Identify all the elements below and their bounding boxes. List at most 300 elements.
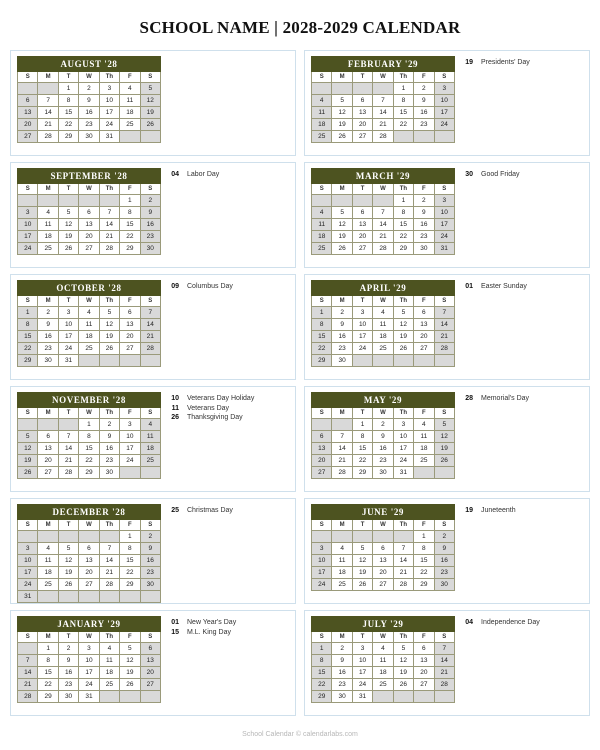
day-cell: 19: [352, 567, 372, 579]
day-cell: 27: [79, 243, 99, 255]
day-cell: 24: [120, 455, 140, 467]
day-cell: 4: [312, 207, 332, 219]
day-cell: 10: [99, 95, 119, 107]
day-cell: 1: [393, 83, 413, 95]
day-cell: 14: [373, 219, 393, 231]
day-cell: 18: [120, 107, 140, 119]
day-cell: 1: [120, 195, 140, 207]
day-cell: 17: [352, 667, 372, 679]
day-cell-empty: [312, 195, 332, 207]
dow-header: Th: [393, 184, 413, 195]
dow-header: W: [79, 632, 99, 643]
day-cell: 12: [99, 319, 119, 331]
day-cell: 17: [99, 107, 119, 119]
day-cell: 17: [434, 107, 454, 119]
event-date: 01: [171, 619, 179, 626]
dow-header: Th: [99, 184, 119, 195]
day-cell: 4: [312, 95, 332, 107]
day-cell: 21: [58, 455, 78, 467]
day-cell: 4: [79, 307, 99, 319]
event-label: Juneteenth: [481, 507, 516, 514]
event-label: Columbus Day: [187, 283, 233, 290]
day-cell: 27: [352, 243, 372, 255]
day-cell: 9: [434, 543, 454, 555]
day-cell: 29: [58, 131, 78, 143]
day-cell: 6: [140, 643, 160, 655]
day-cell: 16: [434, 555, 454, 567]
event-date: 11: [171, 404, 179, 412]
day-cell: 3: [352, 307, 372, 319]
day-cell-empty: [434, 691, 454, 703]
month-calendar: [17, 280, 161, 367]
day-cell: 2: [373, 419, 393, 431]
day-cell: 17: [393, 443, 413, 455]
day-cell: 3: [434, 83, 454, 95]
day-cell: 13: [38, 443, 58, 455]
day-cell-empty: [312, 83, 332, 95]
event-list: [455, 504, 583, 516]
day-cell-empty: [434, 131, 454, 143]
day-cell-empty: [79, 355, 99, 367]
day-cell: 26: [332, 131, 352, 143]
day-cell: 6: [312, 431, 332, 443]
event-item: [465, 282, 583, 292]
day-cell-empty: [79, 195, 99, 207]
day-cell: 2: [332, 307, 352, 319]
month-calendar: [311, 504, 455, 591]
dow-header: S: [312, 520, 332, 531]
day-cell: 24: [58, 343, 78, 355]
day-cell: 13: [414, 655, 434, 667]
day-cell: 9: [332, 655, 352, 667]
day-cell: 15: [58, 107, 78, 119]
month-cell: [10, 50, 296, 156]
event-label: Good Friday: [481, 171, 520, 178]
day-cell: 16: [414, 219, 434, 231]
day-cell: 9: [140, 543, 160, 555]
day-cell: 14: [434, 655, 454, 667]
day-cell: 19: [393, 667, 413, 679]
day-cell: 16: [58, 667, 78, 679]
day-cell: 30: [434, 579, 454, 591]
dow-header: W: [79, 184, 99, 195]
day-cell: 24: [352, 343, 372, 355]
day-cell: 25: [373, 679, 393, 691]
event-list: [161, 504, 289, 516]
day-cell: 20: [120, 331, 140, 343]
day-cell: 24: [352, 679, 372, 691]
dow-header: S: [140, 72, 160, 83]
day-cell: 13: [18, 107, 38, 119]
day-cell: 12: [58, 555, 78, 567]
day-cell: 21: [99, 231, 119, 243]
day-cell: 2: [99, 419, 119, 431]
dow-header: S: [312, 632, 332, 643]
day-cell-empty: [332, 531, 352, 543]
day-cell: 26: [18, 467, 38, 479]
day-cell: 4: [140, 419, 160, 431]
dow-header: S: [434, 184, 454, 195]
day-cell: 14: [38, 107, 58, 119]
day-cell: 28: [140, 343, 160, 355]
day-cell: 7: [373, 207, 393, 219]
day-cell: 8: [38, 655, 58, 667]
day-cell: 4: [38, 207, 58, 219]
dow-header: W: [79, 296, 99, 307]
day-cell: 9: [332, 319, 352, 331]
day-cell: 23: [99, 455, 119, 467]
day-cell: 1: [120, 531, 140, 543]
day-cell-empty: [373, 83, 393, 95]
month-cell: [304, 610, 590, 716]
day-cell: 13: [352, 107, 372, 119]
day-cell: 3: [352, 643, 372, 655]
day-cell: 12: [58, 219, 78, 231]
month-calendar: [311, 616, 455, 703]
event-item: [171, 394, 289, 404]
day-cell: 22: [352, 455, 372, 467]
day-cell-empty: [58, 195, 78, 207]
month-calendar: [17, 392, 161, 479]
day-cell: 12: [352, 555, 372, 567]
day-cell: 2: [434, 531, 454, 543]
day-cell: 30: [414, 243, 434, 255]
day-cell: 28: [58, 467, 78, 479]
event-item: [465, 58, 583, 68]
event-item: [465, 506, 583, 516]
day-cell-empty: [38, 419, 58, 431]
day-cell: 26: [434, 455, 454, 467]
day-cell: 18: [99, 667, 119, 679]
dow-header: Th: [99, 520, 119, 531]
day-cell: 19: [332, 231, 352, 243]
day-cell: 14: [58, 443, 78, 455]
dow-header: S: [140, 408, 160, 419]
dow-header: Th: [99, 632, 119, 643]
day-cell: 28: [99, 579, 119, 591]
day-cell: 4: [99, 643, 119, 655]
event-item: [171, 413, 289, 423]
day-cell: 28: [373, 131, 393, 143]
day-cell: 12: [393, 319, 413, 331]
day-cell-empty: [332, 195, 352, 207]
day-cell-empty: [79, 591, 99, 603]
day-cell-empty: [120, 591, 140, 603]
event-label: Veterans Day Holiday: [187, 395, 255, 402]
day-cell: 27: [414, 679, 434, 691]
day-cell: 10: [393, 431, 413, 443]
dow-header: W: [373, 520, 393, 531]
event-date: 04: [171, 171, 179, 178]
day-cell: 30: [38, 355, 58, 367]
dow-header: W: [373, 296, 393, 307]
day-cell: 1: [312, 643, 332, 655]
day-cell: 12: [18, 443, 38, 455]
dow-header: Th: [99, 72, 119, 83]
day-cell-empty: [140, 131, 160, 143]
month-name: OCTOBER '28: [18, 281, 161, 296]
day-cell-empty: [140, 355, 160, 367]
event-label: Veterans Day: [187, 404, 230, 412]
dow-header: Th: [99, 296, 119, 307]
dow-header: S: [18, 184, 38, 195]
event-label: New Year's Day: [187, 619, 237, 626]
day-cell: 1: [38, 643, 58, 655]
day-cell: 11: [414, 431, 434, 443]
day-cell: 18: [373, 667, 393, 679]
day-cell: 29: [120, 579, 140, 591]
dow-header: S: [140, 632, 160, 643]
day-cell: 23: [140, 231, 160, 243]
day-cell: 17: [312, 567, 332, 579]
day-cell: 30: [332, 691, 352, 703]
day-cell: 11: [99, 655, 119, 667]
day-cell: 6: [79, 543, 99, 555]
day-cell: 3: [18, 207, 38, 219]
day-cell: 22: [18, 343, 38, 355]
day-cell: 24: [18, 579, 38, 591]
day-cell: 20: [352, 119, 372, 131]
day-cell: 11: [38, 219, 58, 231]
day-cell: 3: [434, 195, 454, 207]
day-cell: 31: [79, 691, 99, 703]
day-cell: 9: [99, 431, 119, 443]
dow-header: T: [58, 520, 78, 531]
day-cell: 20: [373, 567, 393, 579]
day-cell: 22: [58, 119, 78, 131]
day-cell-empty: [38, 195, 58, 207]
day-cell: 18: [414, 443, 434, 455]
day-cell: 23: [332, 679, 352, 691]
event-label: M.L. King Day: [187, 628, 231, 636]
event-item: [171, 618, 289, 628]
day-cell: 15: [79, 443, 99, 455]
day-cell: 23: [58, 679, 78, 691]
event-list: [455, 168, 583, 180]
day-cell: 21: [38, 119, 58, 131]
day-cell: 22: [120, 567, 140, 579]
month-calendar: [17, 504, 161, 603]
day-cell-empty: [352, 355, 372, 367]
day-cell: 8: [393, 95, 413, 107]
dow-header: W: [79, 520, 99, 531]
day-cell: 5: [58, 207, 78, 219]
month-calendar: [311, 168, 455, 255]
event-date: 25: [171, 507, 179, 514]
day-cell: 3: [99, 83, 119, 95]
event-list: [161, 392, 289, 423]
event-label: Presidents' Day: [481, 59, 530, 66]
day-cell: 10: [352, 319, 372, 331]
day-cell: 8: [120, 543, 140, 555]
day-cell: 23: [38, 343, 58, 355]
day-cell: 31: [393, 467, 413, 479]
dow-header: F: [414, 632, 434, 643]
day-cell: 13: [79, 555, 99, 567]
day-cell: 6: [79, 207, 99, 219]
day-cell: 20: [414, 331, 434, 343]
event-label: Memorial's Day: [481, 395, 530, 402]
day-cell: 12: [332, 219, 352, 231]
day-cell: 27: [79, 579, 99, 591]
day-cell: 3: [58, 307, 78, 319]
day-cell: 3: [393, 419, 413, 431]
page-title: SCHOOL NAME | 2028-2029 CALENDAR: [139, 18, 461, 37]
dow-header: S: [434, 296, 454, 307]
day-cell: 12: [120, 655, 140, 667]
dow-header: M: [38, 632, 58, 643]
day-cell: 8: [312, 319, 332, 331]
day-cell: 24: [434, 119, 454, 131]
day-cell: 28: [434, 343, 454, 355]
event-date: 26: [171, 414, 179, 421]
day-cell: 29: [352, 467, 372, 479]
day-cell: 21: [140, 331, 160, 343]
event-date: 10: [171, 395, 179, 402]
day-cell-empty: [373, 355, 393, 367]
month-name: AUGUST '28: [18, 57, 161, 72]
day-cell: 10: [79, 655, 99, 667]
day-cell-empty: [312, 419, 332, 431]
day-cell: 25: [414, 455, 434, 467]
day-cell: 23: [414, 119, 434, 131]
day-cell: 4: [332, 543, 352, 555]
day-cell: 20: [79, 567, 99, 579]
day-cell-empty: [414, 691, 434, 703]
month-name: SEPTEMBER '28: [18, 169, 161, 184]
day-cell: 21: [393, 567, 413, 579]
day-cell: 30: [140, 579, 160, 591]
day-cell: 9: [38, 319, 58, 331]
day-cell: 25: [140, 455, 160, 467]
day-cell: 31: [18, 591, 38, 603]
month-name: MARCH '29: [312, 169, 455, 184]
day-cell-empty: [38, 531, 58, 543]
day-cell: 19: [140, 107, 160, 119]
day-cell: 16: [373, 443, 393, 455]
day-cell: 13: [352, 219, 372, 231]
event-item: [171, 282, 289, 292]
day-cell: 5: [140, 83, 160, 95]
day-cell: 3: [120, 419, 140, 431]
day-cell: 8: [79, 431, 99, 443]
day-cell: 16: [99, 443, 119, 455]
day-cell: 25: [79, 343, 99, 355]
day-cell: 16: [79, 107, 99, 119]
day-cell: 20: [352, 231, 372, 243]
day-cell: 12: [140, 95, 160, 107]
day-cell: 18: [38, 567, 58, 579]
day-cell: 10: [18, 555, 38, 567]
day-cell: 19: [393, 331, 413, 343]
day-cell: 25: [99, 679, 119, 691]
day-cell: 3: [18, 543, 38, 555]
month-name: NOVEMBER '28: [18, 393, 161, 408]
dow-header: S: [434, 520, 454, 531]
day-cell: 19: [434, 443, 454, 455]
day-cell: 16: [332, 331, 352, 343]
day-cell: 26: [393, 679, 413, 691]
day-cell-empty: [434, 355, 454, 367]
dow-header: Th: [393, 632, 413, 643]
day-cell: 29: [79, 467, 99, 479]
day-cell: 22: [312, 679, 332, 691]
day-cell: 7: [99, 543, 119, 555]
day-cell: 5: [99, 307, 119, 319]
day-cell: 5: [120, 643, 140, 655]
day-cell: 3: [79, 643, 99, 655]
month-name: DECEMBER '28: [18, 505, 161, 520]
day-cell: 5: [352, 543, 372, 555]
day-cell: 24: [434, 231, 454, 243]
day-cell: 2: [140, 531, 160, 543]
day-cell: 28: [18, 691, 38, 703]
event-list: [161, 616, 289, 637]
dow-header: T: [352, 72, 372, 83]
day-cell-empty: [99, 591, 119, 603]
event-label: Easter Sunday: [481, 283, 527, 290]
day-cell: 21: [332, 455, 352, 467]
day-cell: 9: [373, 431, 393, 443]
day-cell: 14: [18, 667, 38, 679]
day-cell: 13: [373, 555, 393, 567]
day-cell: 4: [38, 543, 58, 555]
event-date: 15: [171, 628, 179, 636]
day-cell: 6: [352, 207, 372, 219]
day-cell-empty: [414, 131, 434, 143]
day-cell: 15: [352, 443, 372, 455]
day-cell: 15: [393, 107, 413, 119]
day-cell-empty: [58, 591, 78, 603]
day-cell: 1: [58, 83, 78, 95]
dow-header: M: [332, 72, 352, 83]
day-cell: 1: [393, 195, 413, 207]
day-cell: 14: [332, 443, 352, 455]
day-cell: 7: [58, 431, 78, 443]
day-cell: 21: [99, 567, 119, 579]
dow-header: M: [38, 72, 58, 83]
day-cell: 29: [393, 243, 413, 255]
month-calendar: [17, 616, 161, 703]
event-item: [465, 394, 583, 404]
dow-header: S: [18, 520, 38, 531]
day-cell: 9: [140, 207, 160, 219]
day-cell: 15: [120, 219, 140, 231]
day-cell: 4: [373, 307, 393, 319]
day-cell: 15: [18, 331, 38, 343]
day-cell: 25: [312, 131, 332, 143]
day-cell: 5: [58, 543, 78, 555]
day-cell: 30: [373, 467, 393, 479]
day-cell: 22: [79, 455, 99, 467]
dow-header: S: [434, 408, 454, 419]
day-cell: 27: [140, 679, 160, 691]
dow-header: S: [140, 520, 160, 531]
day-cell: 15: [38, 667, 58, 679]
event-label: Thanksgiving Day: [187, 414, 243, 421]
day-cell: 2: [332, 643, 352, 655]
dow-header: M: [38, 408, 58, 419]
day-cell: 26: [352, 579, 372, 591]
day-cell: 25: [332, 579, 352, 591]
day-cell: 20: [414, 667, 434, 679]
day-cell: 18: [373, 331, 393, 343]
day-cell: 1: [312, 307, 332, 319]
day-cell-empty: [18, 531, 38, 543]
day-cell: 12: [393, 655, 413, 667]
dow-header: W: [373, 408, 393, 419]
day-cell: 11: [38, 555, 58, 567]
